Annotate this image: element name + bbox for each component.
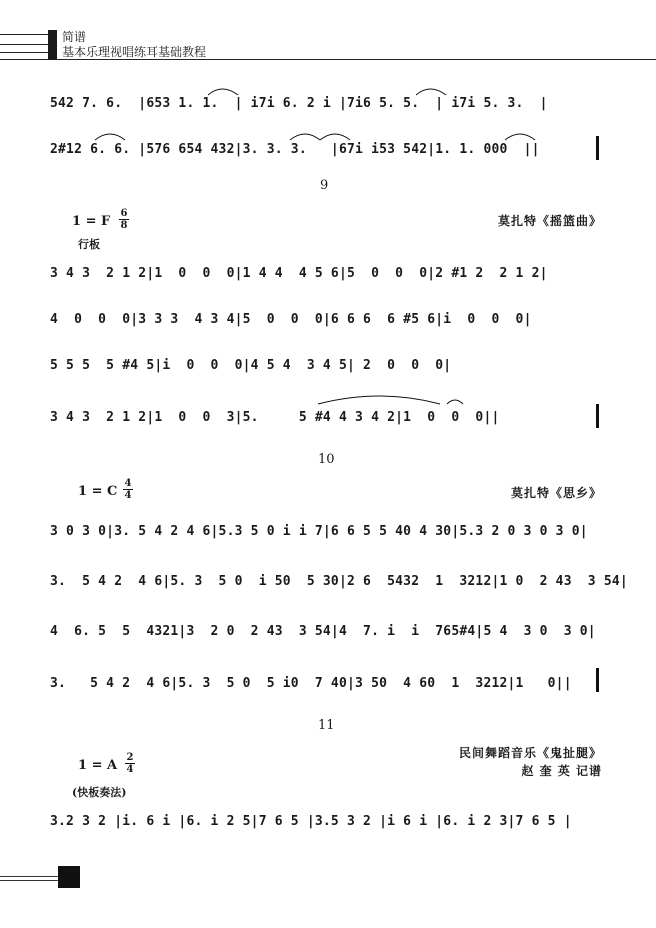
notation-line: 2#12 6. 6. |576 654 432|3. 3. 3. |67i i53 542|1. 1. 000 || — [50, 142, 540, 157]
footer-rule — [0, 876, 58, 877]
notation-line: 542 7. 6. |653 1. 1. | i7i 6. 2 i |7i6 5. 5. | i7i 5. 3. | — [50, 96, 548, 111]
key-signature: 1 = A — [78, 758, 118, 773]
score-row — [50, 616, 602, 650]
final-barline — [596, 404, 599, 428]
notation-line: 3 0 3 0|3. 5 4 2 4 6|5.3 5 0 i i 7|6 6 5 5 40 4 30|5.3 2 0 3 0 3 0| — [50, 524, 588, 539]
notation-line: 4 6. 5 5 4321|3 2 0 2 43 3 54|4 7. i i 765#4|5 4 3 0 3 0| — [50, 624, 596, 639]
score-row — [50, 402, 602, 436]
score-row — [50, 350, 602, 384]
notation-line: 3 4 3 2 1 2|1 0 0 0|1 4 4 4 5 6|5 0 0 0|2 #1 2 2 1 2| — [50, 266, 548, 281]
score-row — [50, 516, 602, 550]
notation-line: 3. 5 4 2 4 6|5. 3 5 0 i 50 5 30|2 6 5432 1 3212|1 0 2 43 3 54| — [50, 574, 628, 589]
time-signature — [118, 208, 130, 231]
piece-attribution: 莫扎特《摇篮曲》 — [497, 214, 602, 228]
page-marker — [58, 866, 80, 888]
tempo-marking: 行板 — [78, 238, 100, 251]
score-row — [50, 566, 628, 600]
footer-rule — [0, 880, 58, 881]
time-numerator: 2 — [126, 752, 134, 763]
piece-number: 10 — [318, 452, 335, 467]
time-denominator: 4 — [126, 764, 134, 775]
piece-number: 11 — [318, 718, 335, 733]
transcriber-credit: 赵 奎 英 记谱 — [521, 764, 602, 778]
time-numerator: 4 — [124, 478, 132, 489]
final-barline — [596, 668, 599, 692]
piece-attribution: 民间舞蹈音乐《鬼扯腿》 — [458, 746, 602, 760]
notation-line: 5 5 5 5 #4 5|i 0 0 0|4 5 4 3 4 5| 2 0 0 0| — [50, 358, 452, 373]
time-signature — [122, 478, 134, 501]
notation-line: 4 0 0 0|3 3 3 4 3 4|5 0 0 0|6 6 6 6 #5 6|i 0 0 0| — [50, 312, 532, 327]
score-row — [50, 668, 602, 702]
score-row — [50, 304, 602, 338]
time-signature — [124, 752, 136, 775]
time-numerator: 6 — [120, 208, 128, 219]
notation-line: 3. 5 4 2 4 6|5. 3 5 0 5 i0 7 40|3 50 4 60 1 3212|1 0|| — [50, 676, 572, 691]
header-title-short: 简谱 — [62, 30, 87, 44]
score-row — [50, 806, 602, 840]
key-signature: 1 = F — [72, 214, 111, 229]
time-denominator: 8 — [120, 220, 128, 231]
time-denominator: 4 — [124, 490, 132, 501]
key-signature: 1 = C — [78, 484, 118, 499]
score-row — [50, 258, 602, 292]
tempo-marking: (快板奏法) — [72, 786, 127, 799]
piece-attribution: 莫扎特《思乡》 — [510, 486, 602, 500]
piece-number: 9 — [320, 178, 329, 193]
notation-line: 3.2 3 2 |i. 6 i |6. i 2 5|7 6 5 |3.5 3 2 |i 6 i |6. i 2 3|7 6 5 | — [50, 814, 572, 829]
notation-line: 3 4 3 2 1 2|1 0 0 3|5. 5 #4 4 3 4 2|1 0 0 0|| — [50, 410, 500, 425]
header-title-book: 基本乐理视唱练耳基础教程 — [62, 45, 207, 59]
